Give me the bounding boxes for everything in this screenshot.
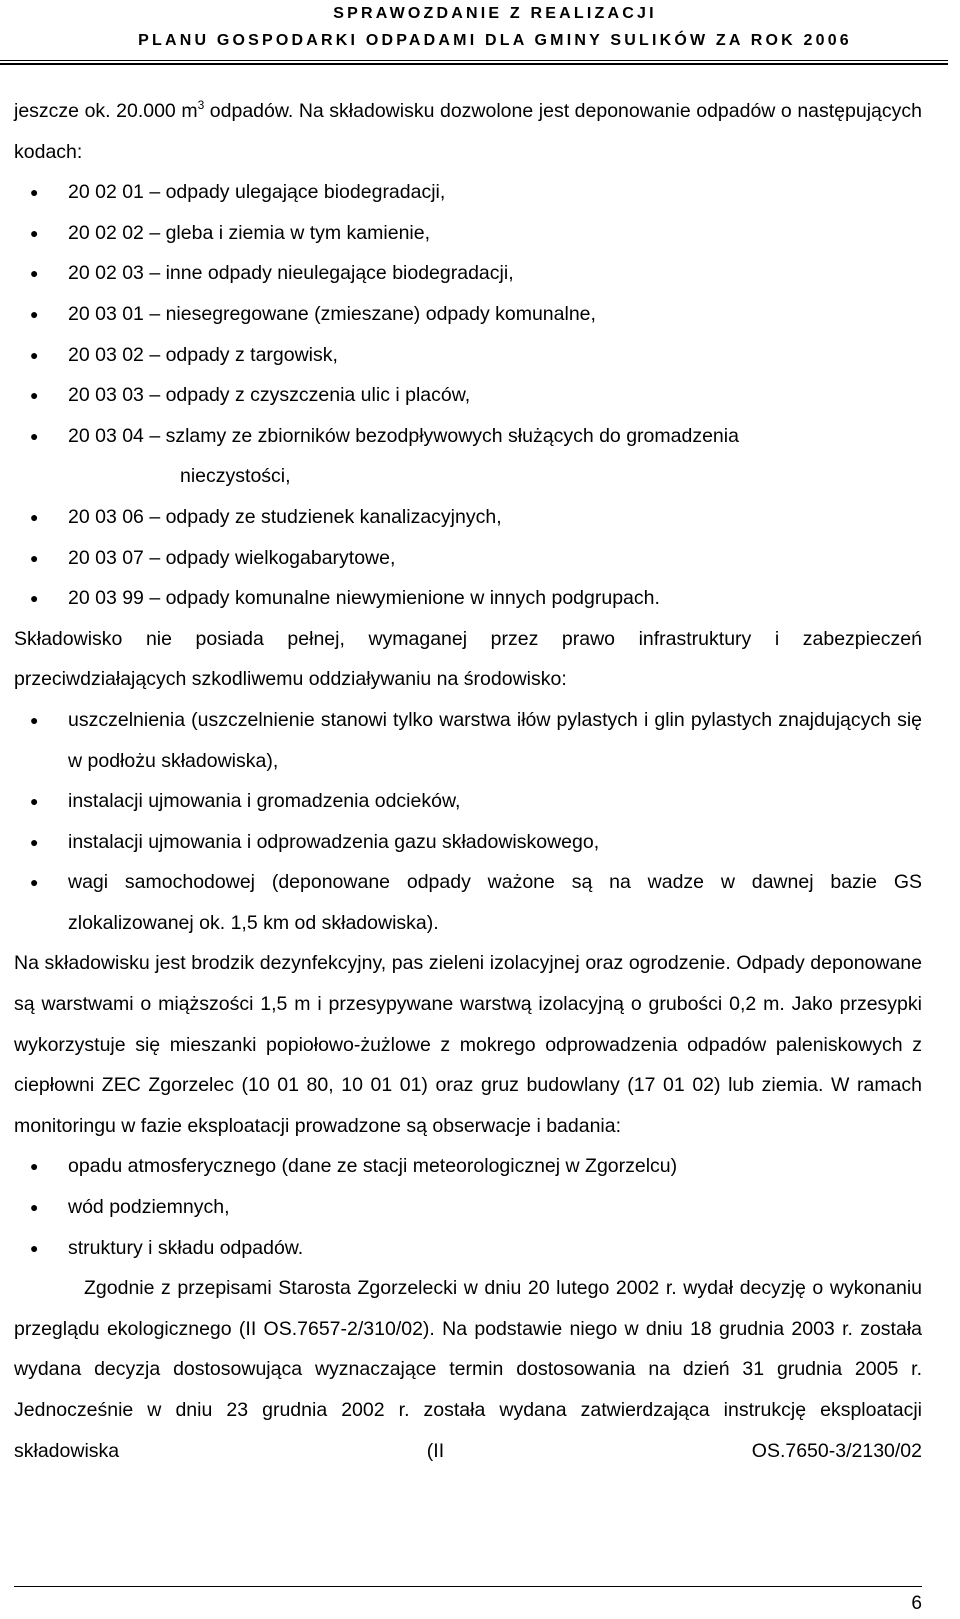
bullet-icon: ● (30, 833, 39, 850)
list-item-text: 20 03 06 – odpady ze studzienek kanalizacyjnych, (68, 505, 502, 528)
list-item (14, 253, 922, 294)
missing-infrastructure-list (14, 700, 922, 944)
footer-rule (14, 1586, 922, 1587)
list-item (14, 1146, 922, 1187)
header-line-2: PLANU GOSPODARKI ODPADAMI DLA GMINY SULIKÓW ZA ROK 2006 (138, 32, 852, 49)
bullet-icon: ● (30, 265, 39, 282)
intro-paragraph (14, 91, 922, 172)
bullet-icon: ● (30, 508, 39, 525)
page-body (14, 91, 922, 1471)
bullet-icon: ● (30, 793, 39, 810)
page-number: 6 (911, 1593, 922, 1614)
list-item (14, 335, 922, 376)
list-item (14, 822, 922, 863)
list-item-text: opadu atmosferycznego (dane ze stacji meteorologicznej w Zgorzelcu) (68, 1155, 678, 1178)
bullet-icon: ● (30, 590, 39, 607)
intro-text-start: jeszcze ok. 20.000 m (14, 100, 198, 122)
bullet-icon: ● (30, 387, 39, 404)
bullet-icon: ● (30, 1199, 39, 1216)
list-item (14, 172, 922, 213)
observations-list (14, 1146, 922, 1268)
list-item-text: 20 03 04 – szlamy ze zbiorników bezodpływowych służących do gromadzenia (68, 424, 739, 447)
bullet-icon: ● (30, 224, 39, 241)
header-rule-thick (0, 63, 948, 65)
list-item (14, 497, 922, 538)
page-header (0, 0, 960, 54)
list-item (14, 862, 922, 943)
list-item (14, 375, 922, 416)
decision-paragraph: Zgodnie z przepisami Starosta Zgorzelecki w dniu 20 lutego 2002 r. wydał decyzję o wykonaniu przeglądu ekologicznego (II OS.7657-2/310/02). Na podstawie niego w dniu 18 grudnia 2003 r. została wydana decyzja dostosowująca wyznaczające termin dostosowania na dzień 31 grudnia 2005 r. Jednocześnie w dniu 23 grudnia 2002 r. została wydana zatwierdzająca instrukcję eksploatacji składowiska (II OS.7650-3/2130/02 (14, 1277, 922, 1462)
bullet-icon: ● (30, 1239, 39, 1256)
list-item (14, 1228, 922, 1269)
bullet-icon: ● (30, 711, 39, 728)
list-item (14, 1187, 922, 1228)
header-line-1: SPRAWOZDANIE Z REALIZACJI (333, 5, 657, 22)
bullet-icon: ● (30, 549, 39, 566)
list-item (14, 700, 922, 781)
intro-text-end: odpadów. Na składowisku dozwolone jest deponowanie odpadów o następujących kodach: (14, 100, 922, 163)
list-item (14, 213, 922, 254)
list-item-text: 20 03 03 – odpady z czyszczenia ulic i placów, (68, 384, 471, 407)
waste-codes-list (14, 172, 922, 619)
monitoring-paragraph: Na składowisku jest brodzik dezynfekcyjny, pas zieleni izolacyjnej oraz ogrodzenie. Odpady deponowane są warstwami o miąższości 1,5 m i przesypywane warstwą izolacyjną o grubości 0,2 m. Jako przesypki wykorzystuje się mieszanki popiołowo-żużlowe z mokrego odprowadzenia odpadów paleniskowych z ciepłowni ZEC Zgorzelec (10 01 80, 10 01 01) oraz gruz budowlany (17 01 02) lub ziemia. W ramach monitoringu w fazie eksploatacji prowadzone są obserwacje i badania: (14, 952, 922, 1137)
list-item-text: wód podziemnych, (68, 1196, 230, 1219)
list-item-text: 20 02 01 – odpady ulegające biodegradacji, (68, 181, 446, 204)
list-item (14, 294, 922, 335)
bullet-icon: ● (30, 427, 39, 444)
list-item-text: instalacji ujmowania i odprowadzenia gazu składowiskowego, (68, 830, 600, 853)
infrastructure-paragraph: Składowisko nie posiada pełnej, wymaganej przez prawo infrastruktury i zabezpieczeń przeciwdziałających szkodliwemu oddziaływaniu na środowisko: (14, 627, 922, 691)
list-item (14, 578, 922, 619)
bullet-icon: ● (30, 346, 39, 363)
list-item-text: 20 03 99 – odpady komunalne niewymienione w innych podgrupach. (68, 587, 660, 610)
list-item-text: 20 02 02 – gleba i ziemia w tym kamienie, (68, 221, 431, 244)
list-item-text: uszczelnienia (uszczelnienie stanowi tylko warstwa iłów pylastych i glin pylastych znajdujących się w podłożu składowiska), (68, 708, 922, 772)
bullet-icon: ● (30, 1158, 39, 1175)
list-item-text: struktury i składu odpadów. (68, 1236, 304, 1259)
list-item-text: 20 03 01 – niesegregowane (zmieszane) odpady komunalne, (68, 302, 596, 325)
list-item-text: 20 02 03 – inne odpady nieulegające biodegradacji, (68, 262, 514, 285)
header-rule (0, 60, 948, 61)
list-item-text: 20 03 02 – odpady z targowisk, (68, 343, 338, 366)
bullet-icon: ● (30, 305, 39, 322)
list-item (14, 538, 922, 579)
list-item-text: instalacji ujmowania i gromadzenia odcieków, (68, 790, 461, 813)
list-item (14, 416, 922, 497)
bullet-icon: ● (30, 874, 39, 891)
list-item-continuation: nieczystości, (180, 465, 291, 488)
bullet-icon: ● (30, 184, 39, 201)
list-item (14, 781, 922, 822)
superscript-3: 3 (197, 98, 205, 112)
list-item-text: 20 03 07 – odpady wielkogabarytowe, (68, 546, 396, 569)
list-item-text: wagi samochodowej (deponowane odpady ważone są na wadze w dawnej bazie GS zlokalizowanej ok. 1,5 km od składowiska). (68, 871, 922, 934)
